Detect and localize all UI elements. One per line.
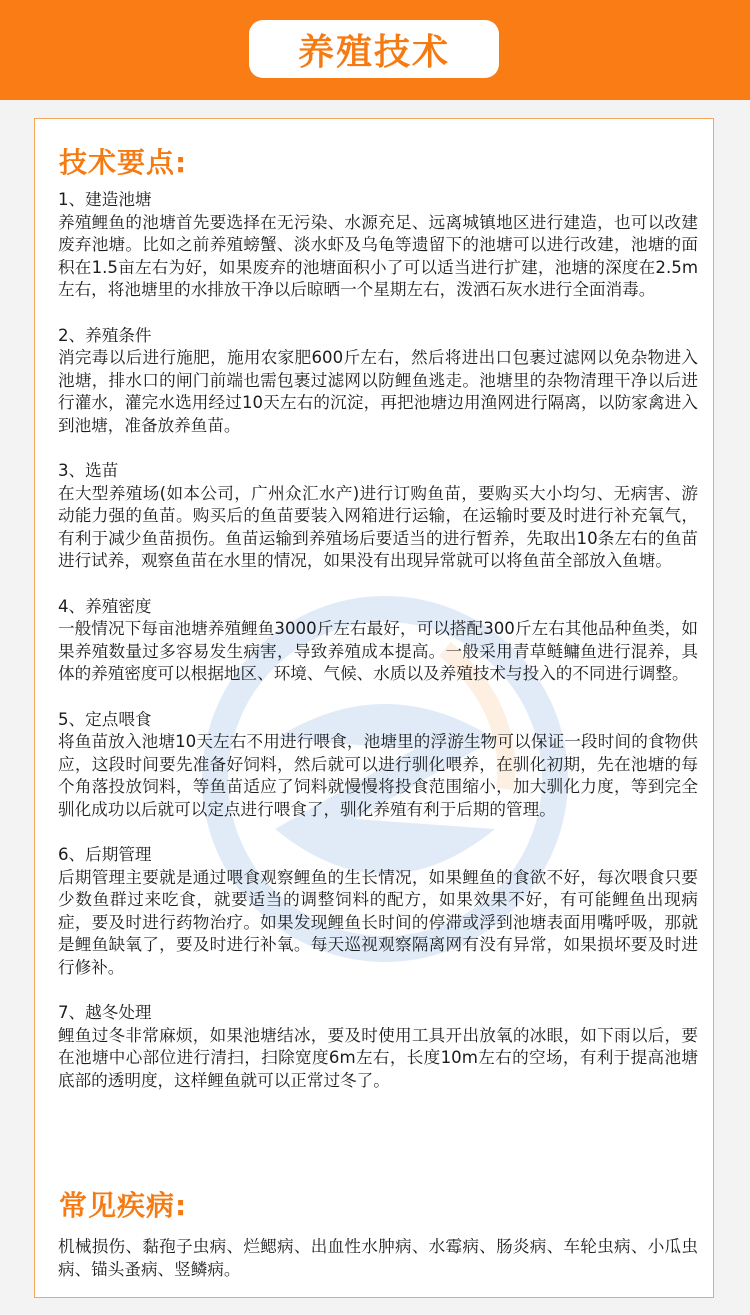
tip-item xyxy=(58,709,698,822)
tip-body: 将鱼苗放入池塘10天左右不用进行喂食，池塘里的浮游生物可以保证一段时间的食物供应，这段时间要先准备好饲料，然后就可以进行驯化喂养，在驯化初期，先在池塘的每个角落投放饲料，等鱼苗适应了饲料就慢慢将投食范围缩小，加大驯化力度，等到完全驯化成功以后就可以定点进行喂食了，驯化养殖有利于后期的管理。 xyxy=(58,732,698,819)
tip-title: 3、选苗 xyxy=(58,461,119,480)
title-badge xyxy=(249,20,499,78)
tip-item xyxy=(58,189,698,302)
tip-item xyxy=(58,844,698,979)
tip-title: 5、定点喂食 xyxy=(58,709,152,729)
tip-title: 1、建造池塘 xyxy=(58,190,152,209)
tip-item xyxy=(58,325,698,438)
tip-title: 6、后期管理 xyxy=(58,845,152,864)
tip-item xyxy=(58,1002,698,1092)
tech-points-list xyxy=(58,189,698,1115)
common-diseases-text: 机械损伤、黏孢子虫病、烂鳃病、出血性水肿病、水霉病、肠炎病、车轮虫病、小瓜虫病、锚头蚤病、竖鳞病。 xyxy=(58,1237,698,1279)
tech-points-heading: 技术要点: xyxy=(59,146,188,179)
tip-title: 4、养殖密度 xyxy=(58,596,152,616)
content-card xyxy=(34,118,714,1298)
tip-body: 在大型养殖场(如本公司，广州众汇水产)进行订购鱼苗，要购买大小均匀、无病害、游动能力强的鱼苗。购买后的鱼苗要装入网箱进行运输，在运输时要及时进行补充氧气，有利于减少鱼苗损伤。鱼苗运输到养殖场后要适当的进行暂养，先取出10条左右的鱼苗进行试养，观察鱼苗在水里的情况，如果没有出现异常就可以将鱼苗全部放入鱼塘。 xyxy=(58,483,698,570)
tip-body: 养殖鲤鱼的池塘首先要选择在无污染、水源充足、远离城镇地区进行建造，也可以改建废弃池塘。比如之前养殖螃蟹、淡水虾及乌龟等遗留下的池塘可以进行改建，池塘的面积在1.5亩左右为好，如果废弃的池塘面积小了可以适当进行扩建，池塘的深度在2.5m左右，将池塘里的水排放干净以后晾晒一个星期左右，泼洒石灰水进行全面消毒。 xyxy=(58,212,698,299)
tip-body: 后期管理主要就是通过喂食观察鲤鱼的生长情况，如果鲤鱼的食欲不好，每次喂食只要少数鱼群过来吃食，就要适当的调整饲料的配方，如果效果不好，有可能鲤鱼出现病症，要及时进行药物治疗。如果发现鲤鱼长时间的停滞或浮到池塘表面用嘴呼吸，那就是鲤鱼缺氧了，要及时进行补氧。每天巡视观察隔离网有没有异常，如果损坏要及时进行修补。 xyxy=(58,867,698,977)
common-diseases-heading: 常见疾病: xyxy=(59,1189,188,1222)
tip-body: 鲤鱼过冬非常麻烦，如果池塘结冰，要及时使用工具开出放氧的冰眼，如下雨以后，要在池塘中心部位进行清扫，扫除宽度6m左右，长度10m左右的空场，有利于提高池塘底部的透明度，这样鲤鱼就可以正常过冬了。 xyxy=(58,1025,698,1090)
header-band xyxy=(0,0,750,100)
tip-title: 2、养殖条件 xyxy=(58,325,152,345)
tip-title: 7、越冬处理 xyxy=(58,1003,152,1022)
tip-body: 一般情况下每亩池塘养殖鲤鱼3000斤左右最好，可以搭配300斤左右其他品种鱼类，如果养殖数量过多容易发生病害，导致养殖成本提高。一般采用青草鲢鳙鱼进行混养，具体的养殖密度可以根据地区、环境、气候、水质以及养殖技术与投入的不同进行调整。 xyxy=(58,619,698,683)
page-title: 养殖技术 xyxy=(297,30,450,73)
tip-item xyxy=(58,460,698,573)
tip-body: 消完毒以后进行施肥，施用农家肥600斤左右，然后将进出口包裹过滤网以免杂物进入池塘，排水口的闸门前端也需包裹过滤网以防鲤鱼逃走。池塘里的杂物清理干净以后进行灌水，灌完水选用经过10天左右的沉淀，再把池塘边用渔网进行隔离，以防家禽进入到池塘，准备放养鱼苗。 xyxy=(58,348,698,435)
tip-item xyxy=(58,596,698,686)
